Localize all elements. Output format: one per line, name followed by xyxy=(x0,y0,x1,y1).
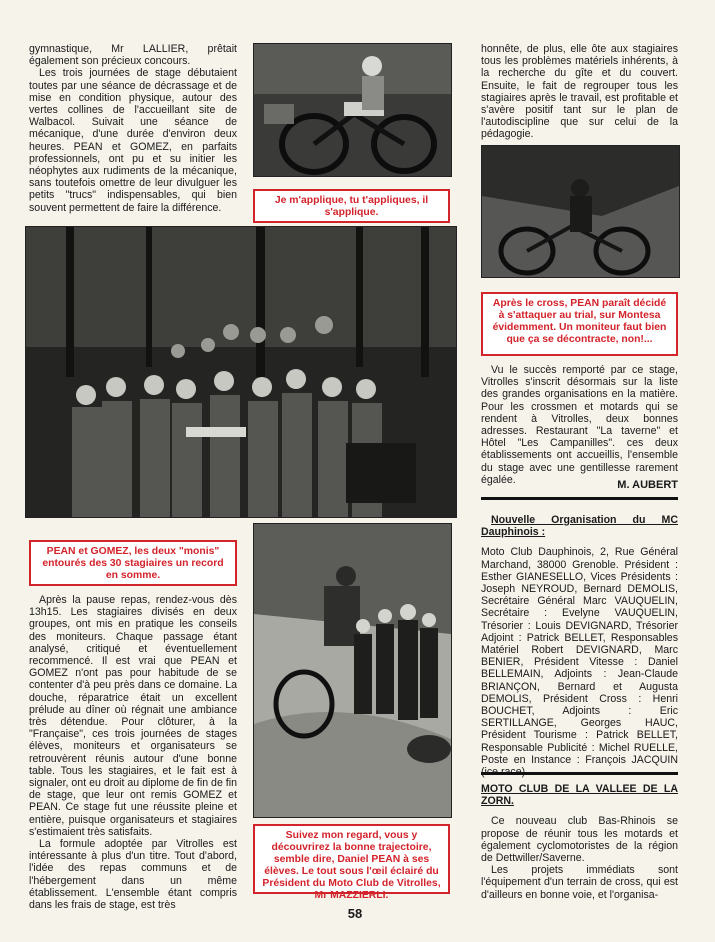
right-column-top-text xyxy=(481,43,678,141)
paragraph: Moto Club Dauphinois, 2, Rue Général Marchand, 38000 Grenoble. Président : Esther GIANESELLO, Vices Présidents : Joseph NEYROUD, Bernard DEMOLIS, Secrétaire Général Marc VAUQUELIN, Secrétaire : Evelyne VAUQUELIN, Trésorier : Louis DEVIGNARD, Trésorier Adjoint : Patrick BELLET, Responsables Matériel Robert DEVIGNARD, Marc BENIER, Président Vitesse : Daniel BELLEMAIN, Adjoints : Jean-Claude BRIANÇON, Bernard et Augusta DEMOLIS, Président Cross : Henri BOUCHET, Adjoints : Eric SERTILLANGE, Georges HAUC, Président Tourisme : Patrick BELLET, Responsable Publicité : Michel RUELLE, Poste en Instance : François JACQUIN xyxy=(481,546,678,766)
right-column-middle-text xyxy=(481,364,678,486)
author-signature: M. AUBERT xyxy=(617,479,678,491)
photo-rider-practice xyxy=(253,43,452,177)
caption-top-photo: Je m'applique, tu t'appliques, il s'applique. xyxy=(253,189,450,223)
caption-demo-photo: Suivez mon regard, vous y découvrirez la bonne trajectoire, semble dire, Daniel PEAN à ses élèves. Le tout sous l'œil éclairé du Président du Moto Club de Vitrolles, Mr MAZZIERLI. xyxy=(253,824,450,894)
photo-group-stagiaires xyxy=(25,226,457,518)
section-heading: MOTO CLUB DE LA VALLEE DE LA ZORN. xyxy=(481,783,678,808)
paragraph: Après la pause repas, rendez-vous dès 13h15. Les stagiaires divisés en deux groupes, ont mis en pratique les conseils des moniteurs. Chaque passage étant analysé, critiqué et éventuellement recommencé. Il est vrai que PEAN et GOMEZ n'ont pas pour habitude de se contenter d'à peu près dans ce domaine. La douche, réparatrice était un excellent prélude au dîner où régnait une ambiance très détendue. Pour clôturer, à la "Française", ces trois journées de stages élèves, moniteurs et organisateurs se retrouvèrent réunis autour d'une bonne table. Tous les stagiaires, et le fait est à signaler, ont eu droit au diplome de fin de fin de stage, que leur ont remis GOMEZ et PEAN. Ce stage fut une réussite pleine et entière, puisque organisateurs et stagiaires s'estimaient très satisfaits. xyxy=(29,594,237,838)
section-divider xyxy=(481,772,678,775)
photo-trial-rider xyxy=(481,145,680,278)
section-divider xyxy=(481,497,678,500)
section-mc-dauphinois xyxy=(481,514,678,778)
left-column-top-text xyxy=(29,43,237,214)
caption-group-photo: PEAN et GOMEZ, les deux "monis" entourés des 30 stagiaires un record en somme. xyxy=(29,540,237,586)
photo-demo-trajectory xyxy=(253,523,452,818)
section-mc-zorn xyxy=(481,783,678,901)
paragraph: La formule adoptée par Vitrolles est intéressante à plus d'un titre. Tout d'abord, l'idée des repas communs et de l'hébergement dans un même établissement. L'ensemble étant compris dans les frais de stage, est très xyxy=(29,838,237,912)
section-heading: Nouvelle Organisation du MC Dauphinois : xyxy=(481,514,678,539)
paragraph: Les projets immédiats sont l'équipement d'un terrain de cross, qui est d'ailleurs en bonne voie, et l'organisa- xyxy=(481,864,678,901)
paragraph: Les trois journées de stage débutaient toutes par une séance de décrassage et de mise en condition physique, autour des vertes collines de l'accueillant site de Walbacol. Suivait une séance de mécanique, d'une durée d'environ deux heures. PEAN et GOMEZ, en parfaits professionnels, ont pu et su initier les néophytes aux rudiments de la mécanique, sans toutefois omettre de leur divulguer les petits "trucs" indispensables, qui bien souvent permettent de faire la différence. xyxy=(29,67,237,214)
paragraph: Ce nouveau club Bas-Rhinois se propose de réunir tous les motards et également cyclomotoristes de la région de Dettwiller/Saverne. xyxy=(481,815,678,865)
left-column-bottom-text xyxy=(29,594,237,911)
paragraph: Vu le succès remporté par ce stage, Vitrolles s'inscrit désormais sur la liste des grandes organisations en la matière. Pour les crossmen et motards qui se rendent à Vitrolles, deux bonnes adresses. Restaurant "La taverne" et Hôtel "Les Campanilles". ces deux établissements ont accueillis, l'ensemble du stage avec une gentillesse rarement égalée. xyxy=(481,364,678,486)
page-number: 58 xyxy=(347,906,363,921)
paragraph: gymnastique, Mr LALLIER, prêtait également son précieux concours. xyxy=(29,43,237,68)
paragraph: honnête, de plus, elle ôte aux stagiaires tous les problèmes matériels inhérents, à la recherche du gîte et du couvert. Ensuite, le fait de regrouper tous les stagiaires après le travail, est profitable et s'avère positif tant sur le plan de l'autodiscipline que sur celui de la pédagogie. xyxy=(481,43,678,141)
caption-trial-photo: Après le cross, PEAN paraît décidé à s'attaquer au trial, sur Montesa évidemment. Un moniteur faut bien que ça se décontracte, non!... xyxy=(481,292,678,356)
